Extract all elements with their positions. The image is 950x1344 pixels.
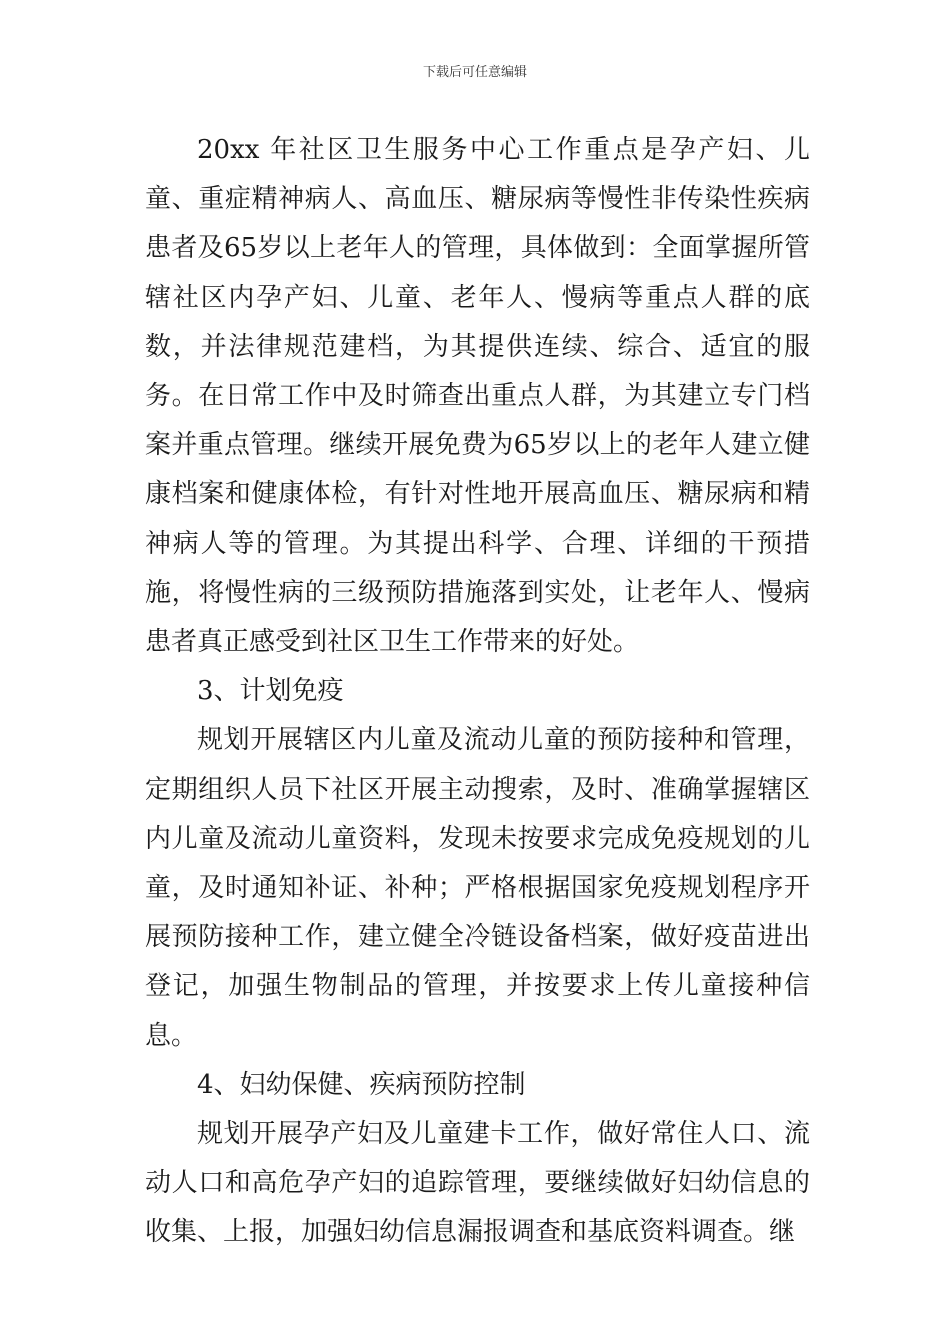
paragraph-immunization: 规划开展辖区内儿童及流动儿童的预防接种和管理，定期组织人员下社区开展主动搜索，及时、准确掌握辖区内儿童及流动儿童资料，发现未按要求完成免疫规划的儿童，及时通知补证、补种；严格根据国家免疫规划程序开展预防接种工作，建立健全冷链设备档案，做好疫苗进出登记，加强生物制品的管理，并按要求上传儿童接种信息。 [145, 725, 810, 1051]
page-header-note: 下载后可任意编辑 [422, 65, 527, 80]
paragraph-key-work: 20xx 年社区卫生服务中心工作重点是孕产妇、儿童、重症精神病人、高血压、糖尿病等慢性非传染性疾病患者及65岁以上老年人的管理，具体做到：全面掌握所管辖社区内孕产妇、儿童、老年人、慢病等重点人群的底数，并法律规范建档，为其提供连续、综合、适宜的服务。在日常工作中及时筛查出重点人群，为其建立专门档案并重点管理。继续开展免费为65岁以上的老年人建立健康档案和健康体检，有针对性地开展高血压、糖尿病和精神病人等的管理。为其提出科学、合理、详细的干预措施，将慢性病的三级预防措施落到实处，让老年人、慢病患者真正感受到社区卫生工作带来的好处。 [145, 135, 810, 658]
document-body [145, 126, 810, 1258]
paragraph-maternal-child-health: 规划开展孕产妇及儿童建卡工作，做好常住人口、流动人口和高危孕产妇的追踪管理，要继续做好妇幼信息的收集、上报，加强妇幼信息漏报调查和基底资料调查。继 [145, 1119, 810, 1248]
heading-immunization: 3、计划免疫 [197, 676, 344, 707]
heading-maternal-child-health: 4、妇幼保健、疾病预防控制 [197, 1069, 526, 1100]
